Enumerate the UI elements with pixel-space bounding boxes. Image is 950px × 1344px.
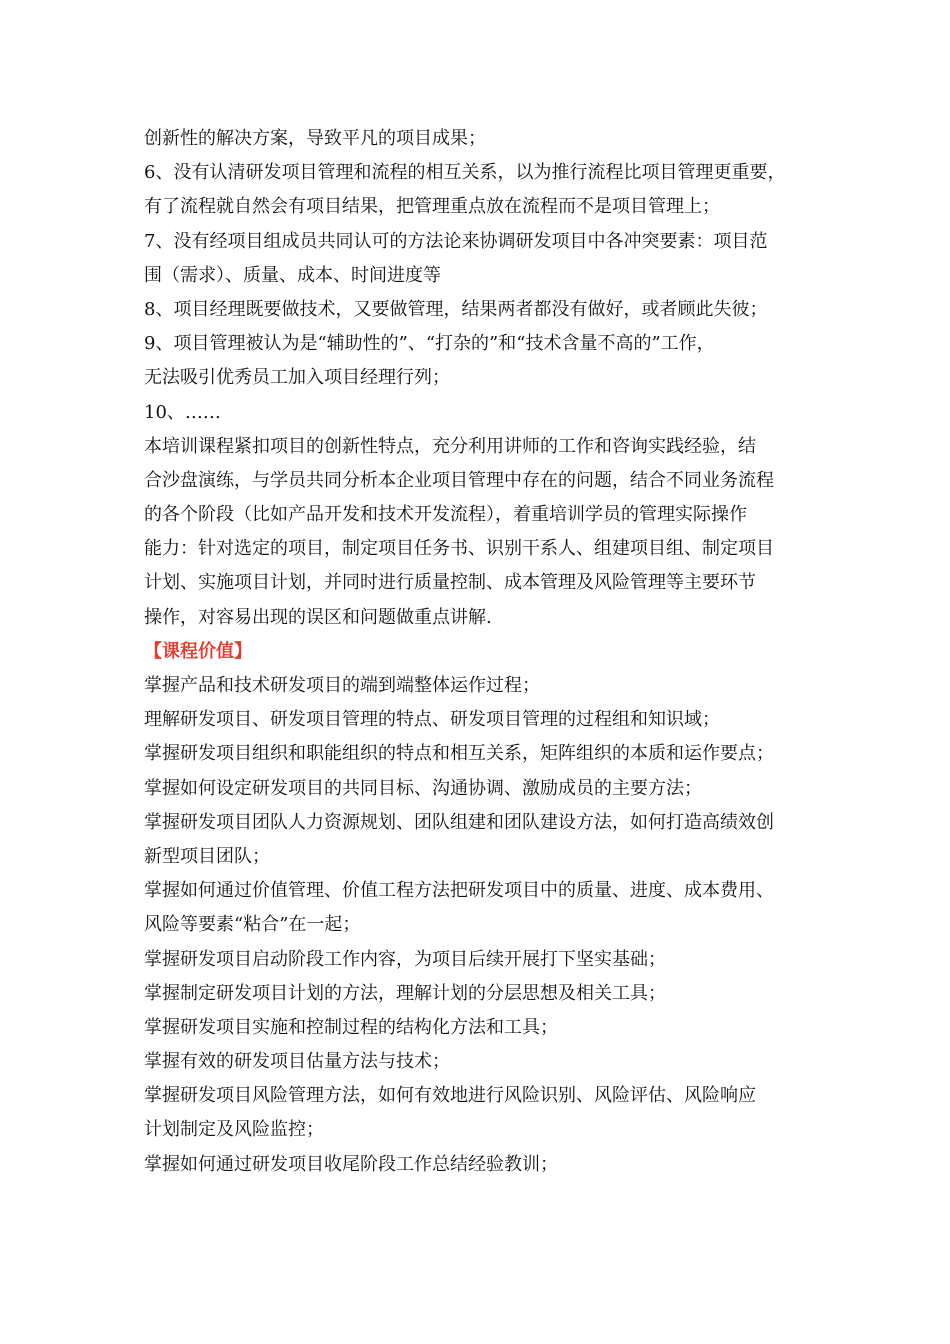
value-line: 掌握研发项目风险管理方法，如何有效地进行风险识别、风险评估、风险响应 xyxy=(144,1085,756,1107)
value-line: 理解研发项目、研发项目管理的特点、研发项目管理的过程组和知识域； xyxy=(144,709,720,731)
value-line: 风险等要素“粘合”在一起； xyxy=(144,914,361,936)
value-line: 掌握如何设定研发项目的共同目标、沟通协调、激励成员的主要方法； xyxy=(144,777,702,799)
value-line: 掌握研发项目组织和职能组织的特点和相互关系，矩阵组织的本质和运作要点； xyxy=(144,743,774,765)
problem-line: 6、没有认清研发项目管理和流程的相互关系，以为推行流程比项目管理更重要， xyxy=(144,162,786,184)
problem-line: 10、…… xyxy=(144,401,221,423)
intro-line: 能力：针对选定的项目，制定项目任务书、识别干系人、组建项目组、制定项目 xyxy=(144,538,774,560)
problem-list xyxy=(144,122,824,430)
document-body xyxy=(144,122,824,1182)
value-list xyxy=(144,669,824,1182)
value-line: 掌握有效的研发项目估量方法与技术； xyxy=(144,1051,450,1073)
value-line: 掌握研发项目实施和控制过程的结构化方法和工具； xyxy=(144,1016,558,1038)
value-line: 掌握制定研发项目计划的方法，理解计划的分层思想及相关工具； xyxy=(144,982,666,1004)
intro-line: 本培训课程紧扣项目的创新性特点，充分利用讲师的工作和咨询实践经验，结 xyxy=(144,435,756,457)
problem-line: 9、项目管理被认为是“辅助性的”、“打杂的”和“技术含量不高的”工作， xyxy=(144,333,715,355)
intro-line: 操作，对容易出现的误区和问题做重点讲解. xyxy=(144,606,492,628)
problem-line: 有了流程就自然会有项目结果，把管理重点放在流程而不是项目管理上； xyxy=(144,196,720,218)
value-line: 计划制定及风险监控； xyxy=(144,1119,324,1141)
value-line: 掌握如何通过研发项目收尾阶段工作总结经验教训； xyxy=(144,1153,558,1175)
value-line: 掌握研发项目启动阶段工作内容，为项目后续开展打下坚实基础； xyxy=(144,948,666,970)
value-line: 新型项目团队； xyxy=(144,845,270,867)
intro-line: 的各个阶段（比如产品开发和技术开发流程），着重培训学员的管理实际操作 xyxy=(144,504,747,526)
intro-paragraph xyxy=(144,430,824,635)
intro-line: 计划、实施项目计划，并同时进行质量控制、成本管理及风险管理等主要环节 xyxy=(144,572,756,594)
course-value-heading: 【课程价值】 xyxy=(144,640,252,662)
problem-line: 围（需求）、质量、成本、时间进度等 xyxy=(144,264,441,286)
problem-line: 8、项目经理既要做技术，又要做管理，结果两者都没有做好，或者顾此失彼； xyxy=(144,298,768,320)
intro-line: 合沙盘演练，与学员共同分析本企业项目管理中存在的问题，结合不同业务流程 xyxy=(144,469,774,491)
problem-line: 无法吸引优秀员工加入项目经理行列； xyxy=(144,367,450,389)
problem-line: 创新性的解决方案，导致平凡的项目成果； xyxy=(144,128,486,149)
value-line: 掌握如何通过价值管理、价值工程方法把研发项目中的质量、进度、成本费用、 xyxy=(144,880,774,902)
problem-line: 7、没有经项目组成员共同认可的方法论来协调研发项目中各冲突要素：项目范 xyxy=(144,230,768,252)
value-line: 掌握产品和技术研发项目的端到端整体运作过程； xyxy=(144,675,540,696)
value-line: 掌握研发项目团队人力资源规划、团队组建和团队建设方法，如何打造高绩效创 xyxy=(144,811,774,833)
